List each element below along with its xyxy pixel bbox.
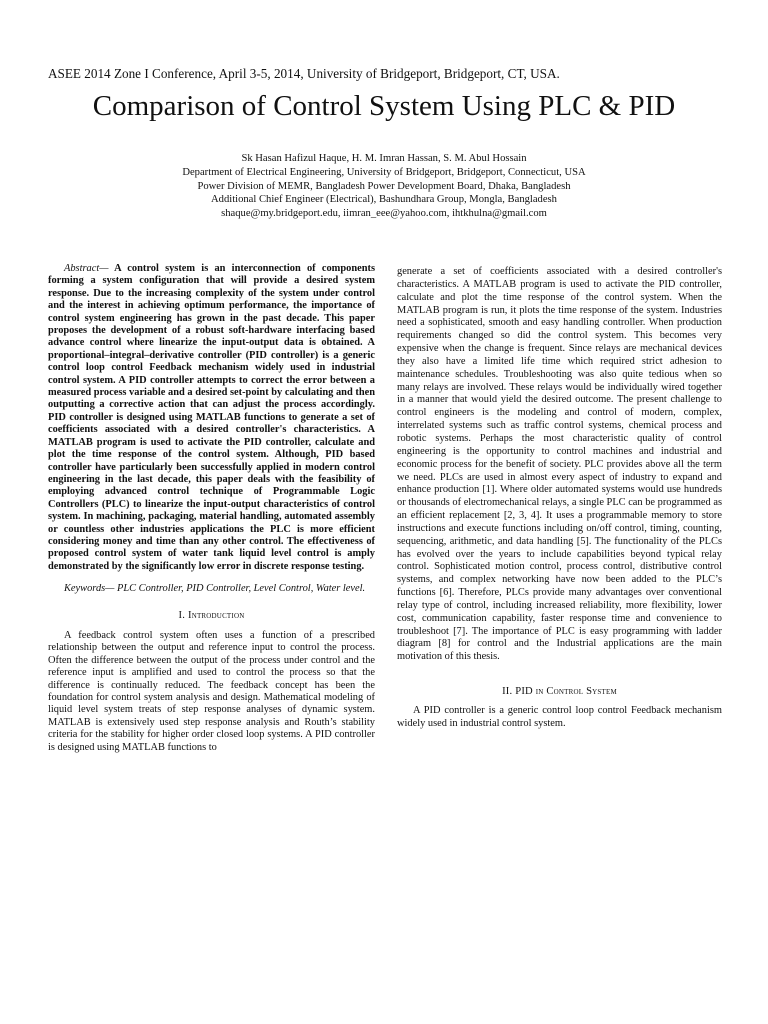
introduction-paragraph: A feedback control system often uses a function of a prescribed relationship between the output and reference input to control the process. Often the difference between the output of the process under control and the reference input is amplified and used to control the process so that the difference is continually reduced. The feedback concept has been the foundation for control system analysis and design. Mathematical modeling of liquid level system treats of step response analyses of dynamic system. MATLAB is extensively used step response analysis and Routh’s stability criteria for the stability for higher order closed loop systems. A PID controller is designed using MATLAB functions to: [48, 629, 375, 753]
paper-title: Comparison of Control System Using PLC & PID: [92, 90, 676, 122]
introduction-continuation: generate a set of coefficients associated with a desired controller's characteristics. A MATLAB program is used to activate the PID controller, calculate and plot the time response of the control system. When the MATLAB program is run, it plots the time response of the system. Industries need a sophisticated, smooth and easy handling controller. When production requirements changed so did the control system. This becomes very expensive when the change is frequent. Since relays are mechanical devices they also have a limited life time which required strict adhesion to maintenance schedules. Troubleshooting was also quite tedious when so many relays are involved. These relays would be individually wired together in a manner that would yield the desired outcome. The present challenge to control engineers is the modeling and control of modern, complex, interrelated systems such as traffic control systems, chemical process and robotic systems. Perhaps the most characteristic quality of control engineering is the opportunity to control machines and industrial and economic process for the benefit of society. PLC provides above all the term we need. PLCs are used in almost every aspect of industry to expand and enhance production [1]. Where older automated systems would use hundreds or thousands of electromechanical relays, a single PLC can be programmed as an efficient replacement [2, 3, 4]. It uses a programmable memory to store instructions and execute functions including on/off control, timing, counting, sequencing, arithmetic, and data handling [5]. The functionality of the PLCs has evolved over the years to include capabilities beyond typical relay control. Sophisticated motion control, process control, distributive control systems, and complex networking have now been added to the PLC’s functions [6]. Therefore, PLCs provide many advantages over conventional relay type of control, including increased reliability, more flexibility, lower cost, communication capability, faster response time and convenience to troubleshoot [7]. The importance of PLC is easy programming with ladder diagram [8] for control and the Industrial applications are the main motivation of this thesis.: [397, 266, 722, 663]
abstract: [48, 263, 375, 573]
keywords: Keywords— PLC Controller, PID Controller, Level Control, Water level.: [64, 583, 366, 595]
abstract-lead: Abstract—: [64, 263, 109, 274]
section-heading-introduction: I. Introduction: [178, 609, 245, 621]
abstract-body: A control system is an interconnection of components forming a system configuration that will provide a desired system response. Due to the increasing complexity of the system under control and the interest in achieving optimum performance, the importance of control system engineering has grown in the past decade. This paper proposes the development of a robust soft-hardware interfacing based advance control where linearize the input-output data is obtained. A proportional–integral–derivative controller (PID controller) is a generic control loop control Feedback mechanism widely used in industrial control system. A PID controller attempts to correct the error between a measured process variable and a desired set-point by calculating and then outputting a corrective action that can adjust the process accordingly. PID controller is designed using MATLAB functions to generate a set of coefficients associated with a desired controller's characteristics. A MATLAB program is used to activate the PID controller, calculate and plot the time response of the control system. Although, PID based controller have particularly been successfully applied in modern control engineering in the last decade, this paper deals with the feasibility of employing advanced control technique of Programmable Logic Controllers (PLC) to linearize the input-output characteristics of control system. In machining, packaging, material handling, automated assembly or countless other industries applications the PLC is more efficient considering money and time than any other control. The effectiveness of proposed control system of water tank liquid level control is amply demonstrated by the significantly low error in discrete response testing.: [48, 263, 375, 572]
affiliation-3: Additional Chief Engineer (Electrical), Bashundhara Group, Mongla, Bangladesh: [211, 194, 557, 206]
affiliation-1: Department of Electrical Engineering, University of Bridgeport, Bridgeport, Connecticut, USA: [182, 166, 586, 178]
section-heading-pid: II. PID in Control System: [502, 686, 617, 698]
right-column: [397, 266, 722, 731]
affiliation-2: Power Division of MEMR, Bangladesh Power Development Board, Dhaka, Bangladesh: [197, 180, 571, 192]
author-emails: shaque@my.bridgeport.edu, iimran_eee@yahoo.com, ihtkhulna@gmail.com: [221, 208, 547, 220]
left-column: [48, 263, 375, 754]
pid-section-paragraph: A PID controller is a generic control loop control Feedback mechanism widely used in industrial control system.: [397, 705, 722, 729]
conference-line: ASEE 2014 Zone I Conference, April 3-5, 2014, University of Bridgeport, Bridgeport, CT, USA.: [48, 66, 560, 81]
author-names: Sk Hasan Hafizul Haque, H. M. Imran Hassan, S. M. Abul Hossain: [241, 153, 527, 164]
author-block: [0, 152, 768, 221]
